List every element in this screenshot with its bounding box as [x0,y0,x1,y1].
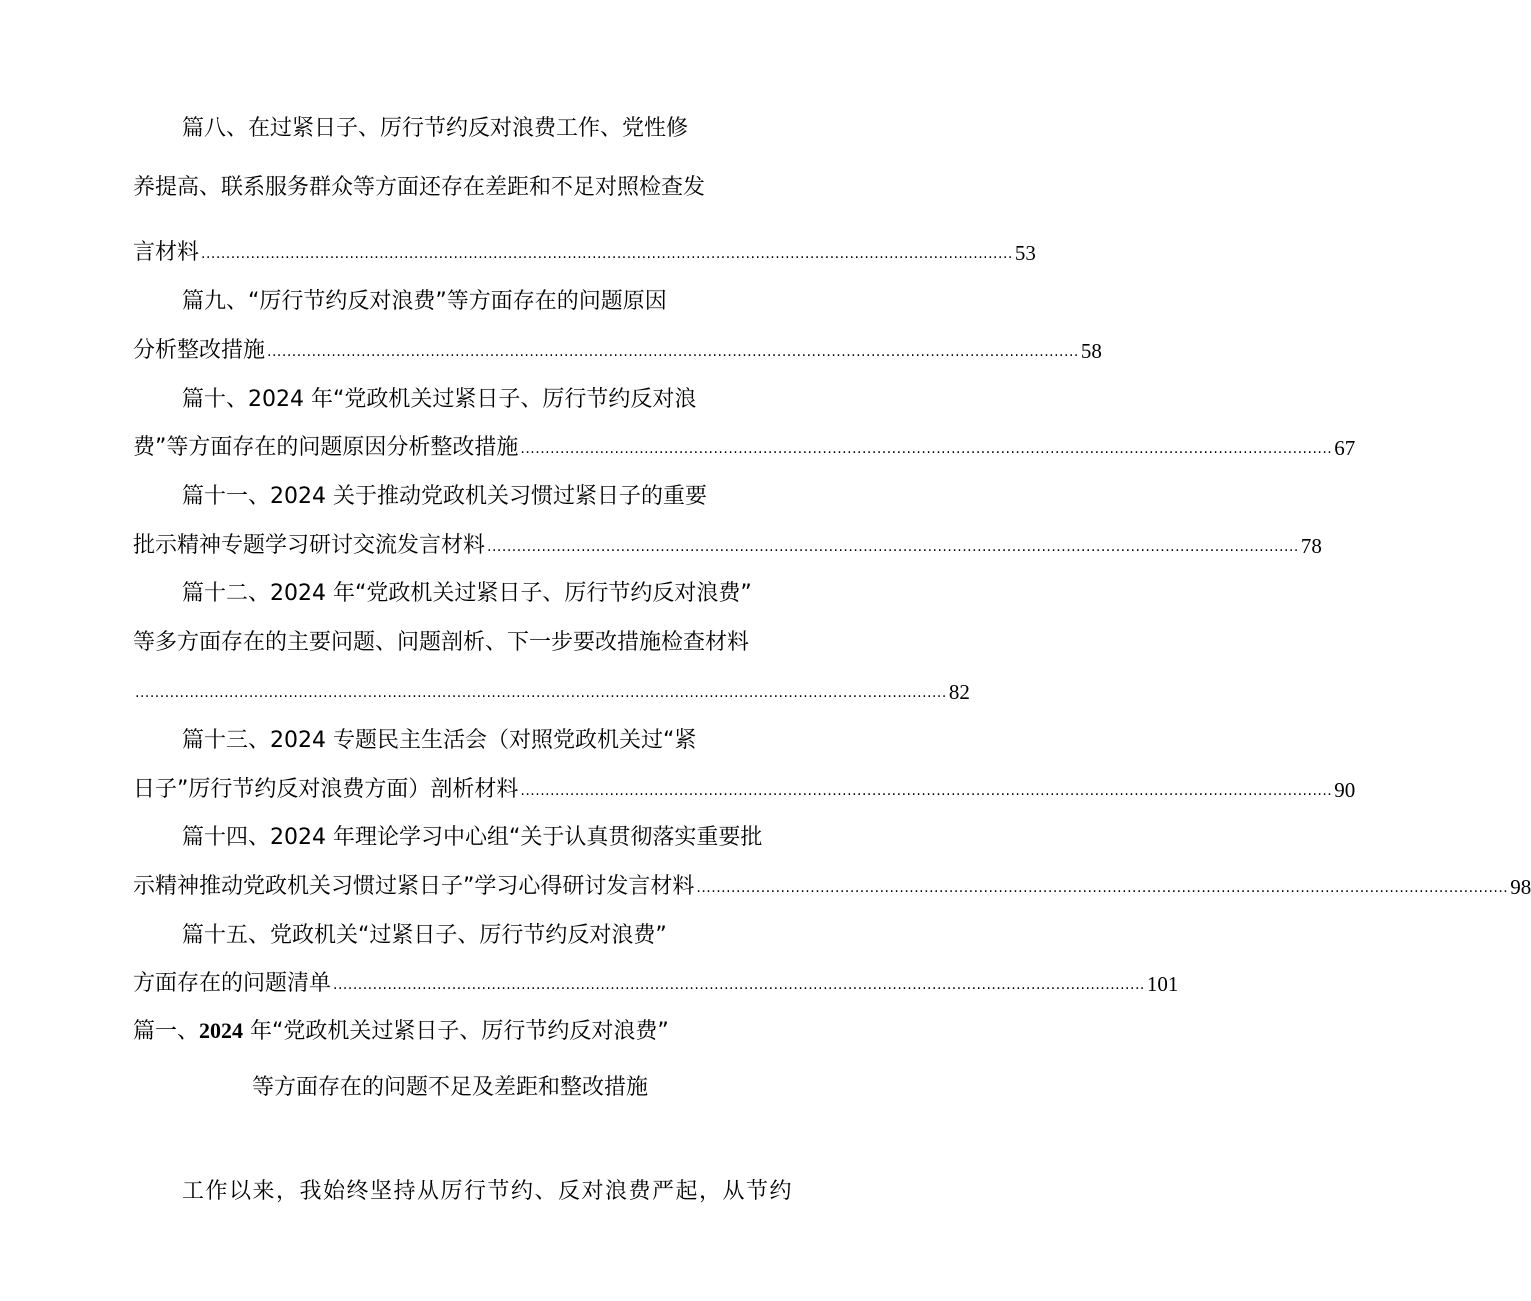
toc-10-last-line: 费”等方面存在的问题原因分析整改措施 [133,435,519,460]
toc-13-page: 90 [1334,778,1356,802]
dot-leader: .................................................................................................................................................................... [487,539,1299,555]
dot-leader: .................................................................................................................................................................... [333,977,1145,993]
heading-prefix: 篇一、 [133,1019,200,1044]
toc-entry-12[interactable] [133,677,970,707]
toc-8-last-line: 言材料 [133,240,200,265]
toc-entry-13[interactable] [133,775,1356,805]
toc-9-page: 58 [1080,339,1102,363]
toc-entry-9[interactable] [133,336,1102,366]
toc-15-page: 101 [1146,972,1179,996]
dot-leader: .................................................................................................................................................................... [520,441,1333,457]
heading-year: 2024 [199,1018,244,1043]
toc-9-last-line: 分析整改措施 [133,338,266,363]
toc-12-line-1: 篇十二、2024 年“党政机关过紧日子、厉行节约反对浪费” [182,581,752,606]
article-paragraph: 工作以来，我始终坚持从厉行节约、反对浪费严起，从节约 [182,1179,794,1204]
toc-15-last-line: 方面存在的问题清单 [133,971,332,996]
dot-leader: .................................................................................................................................................................... [201,246,1013,262]
article-subheading: 等方面存在的问题不足及差距和整改措施 [252,1075,649,1100]
article-heading [133,1016,669,1047]
dot-leader: .................................................................................................................................................................... [696,880,1509,896]
dot-leader: .................................................................................................................................................................... [267,344,1079,360]
toc-14-last-line: 示精神推动党政机关习惯过紧日子”学习心得研讨发言材料 [133,874,695,899]
toc-8-page: 53 [1014,241,1036,265]
toc-entry-8[interactable] [133,238,1036,268]
toc-11-line-1: 篇十一、2024 关于推动党政机关习惯过紧日子的重要 [182,484,707,509]
dot-leader: .................................................................................................................................................................... [135,685,947,701]
dot-leader: .................................................................................................................................................................... [520,783,1333,799]
toc-entry-11[interactable] [133,531,1322,561]
toc-13-line-1: 篇十三、2024 专题民主生活会（对照党政机关过“紧 [182,728,697,753]
toc-10-page: 67 [1334,436,1356,460]
toc-12-line-2: 等多方面存在的主要问题、问题剖析、下一步要改措施检查材料 [133,630,750,655]
toc-8-line-2: 养提高、联系服务群众等方面还存在差距和不足对照检查发 [133,175,706,200]
toc-15-line-1: 篇十五、党政机关“过紧日子、厉行节约反对浪费” [182,923,667,948]
toc-14-line-1: 篇十四、2024 年理论学习中心组“关于认真贯彻落实重要批 [182,825,763,850]
toc-11-page: 78 [1300,534,1322,558]
toc-entry-15[interactable] [133,969,1179,999]
toc-entry-10[interactable] [133,433,1356,463]
toc-14-page: 98 [1510,875,1531,899]
toc-entry-14[interactable] [133,872,1531,902]
toc-9-line-1: 篇九、“厉行节约反对浪费”等方面存在的问题原因 [182,289,667,314]
toc-12-page: 82 [948,680,970,704]
toc-10-line-1: 篇十、2024 年“党政机关过紧日子、厉行节约反对浪 [182,387,697,412]
toc-13-last-line: 日子”厉行节约反对浪费方面）剖析材料 [133,777,519,802]
heading-rest: 年“党政机关过紧日子、厉行节约反对浪费” [243,1019,669,1044]
toc-8-line-1: 篇八、在过紧日子、厉行节约反对浪费工作、党性修 [182,116,689,141]
toc-11-last-line: 批示精神专题学习研讨交流发言材料 [133,533,486,558]
